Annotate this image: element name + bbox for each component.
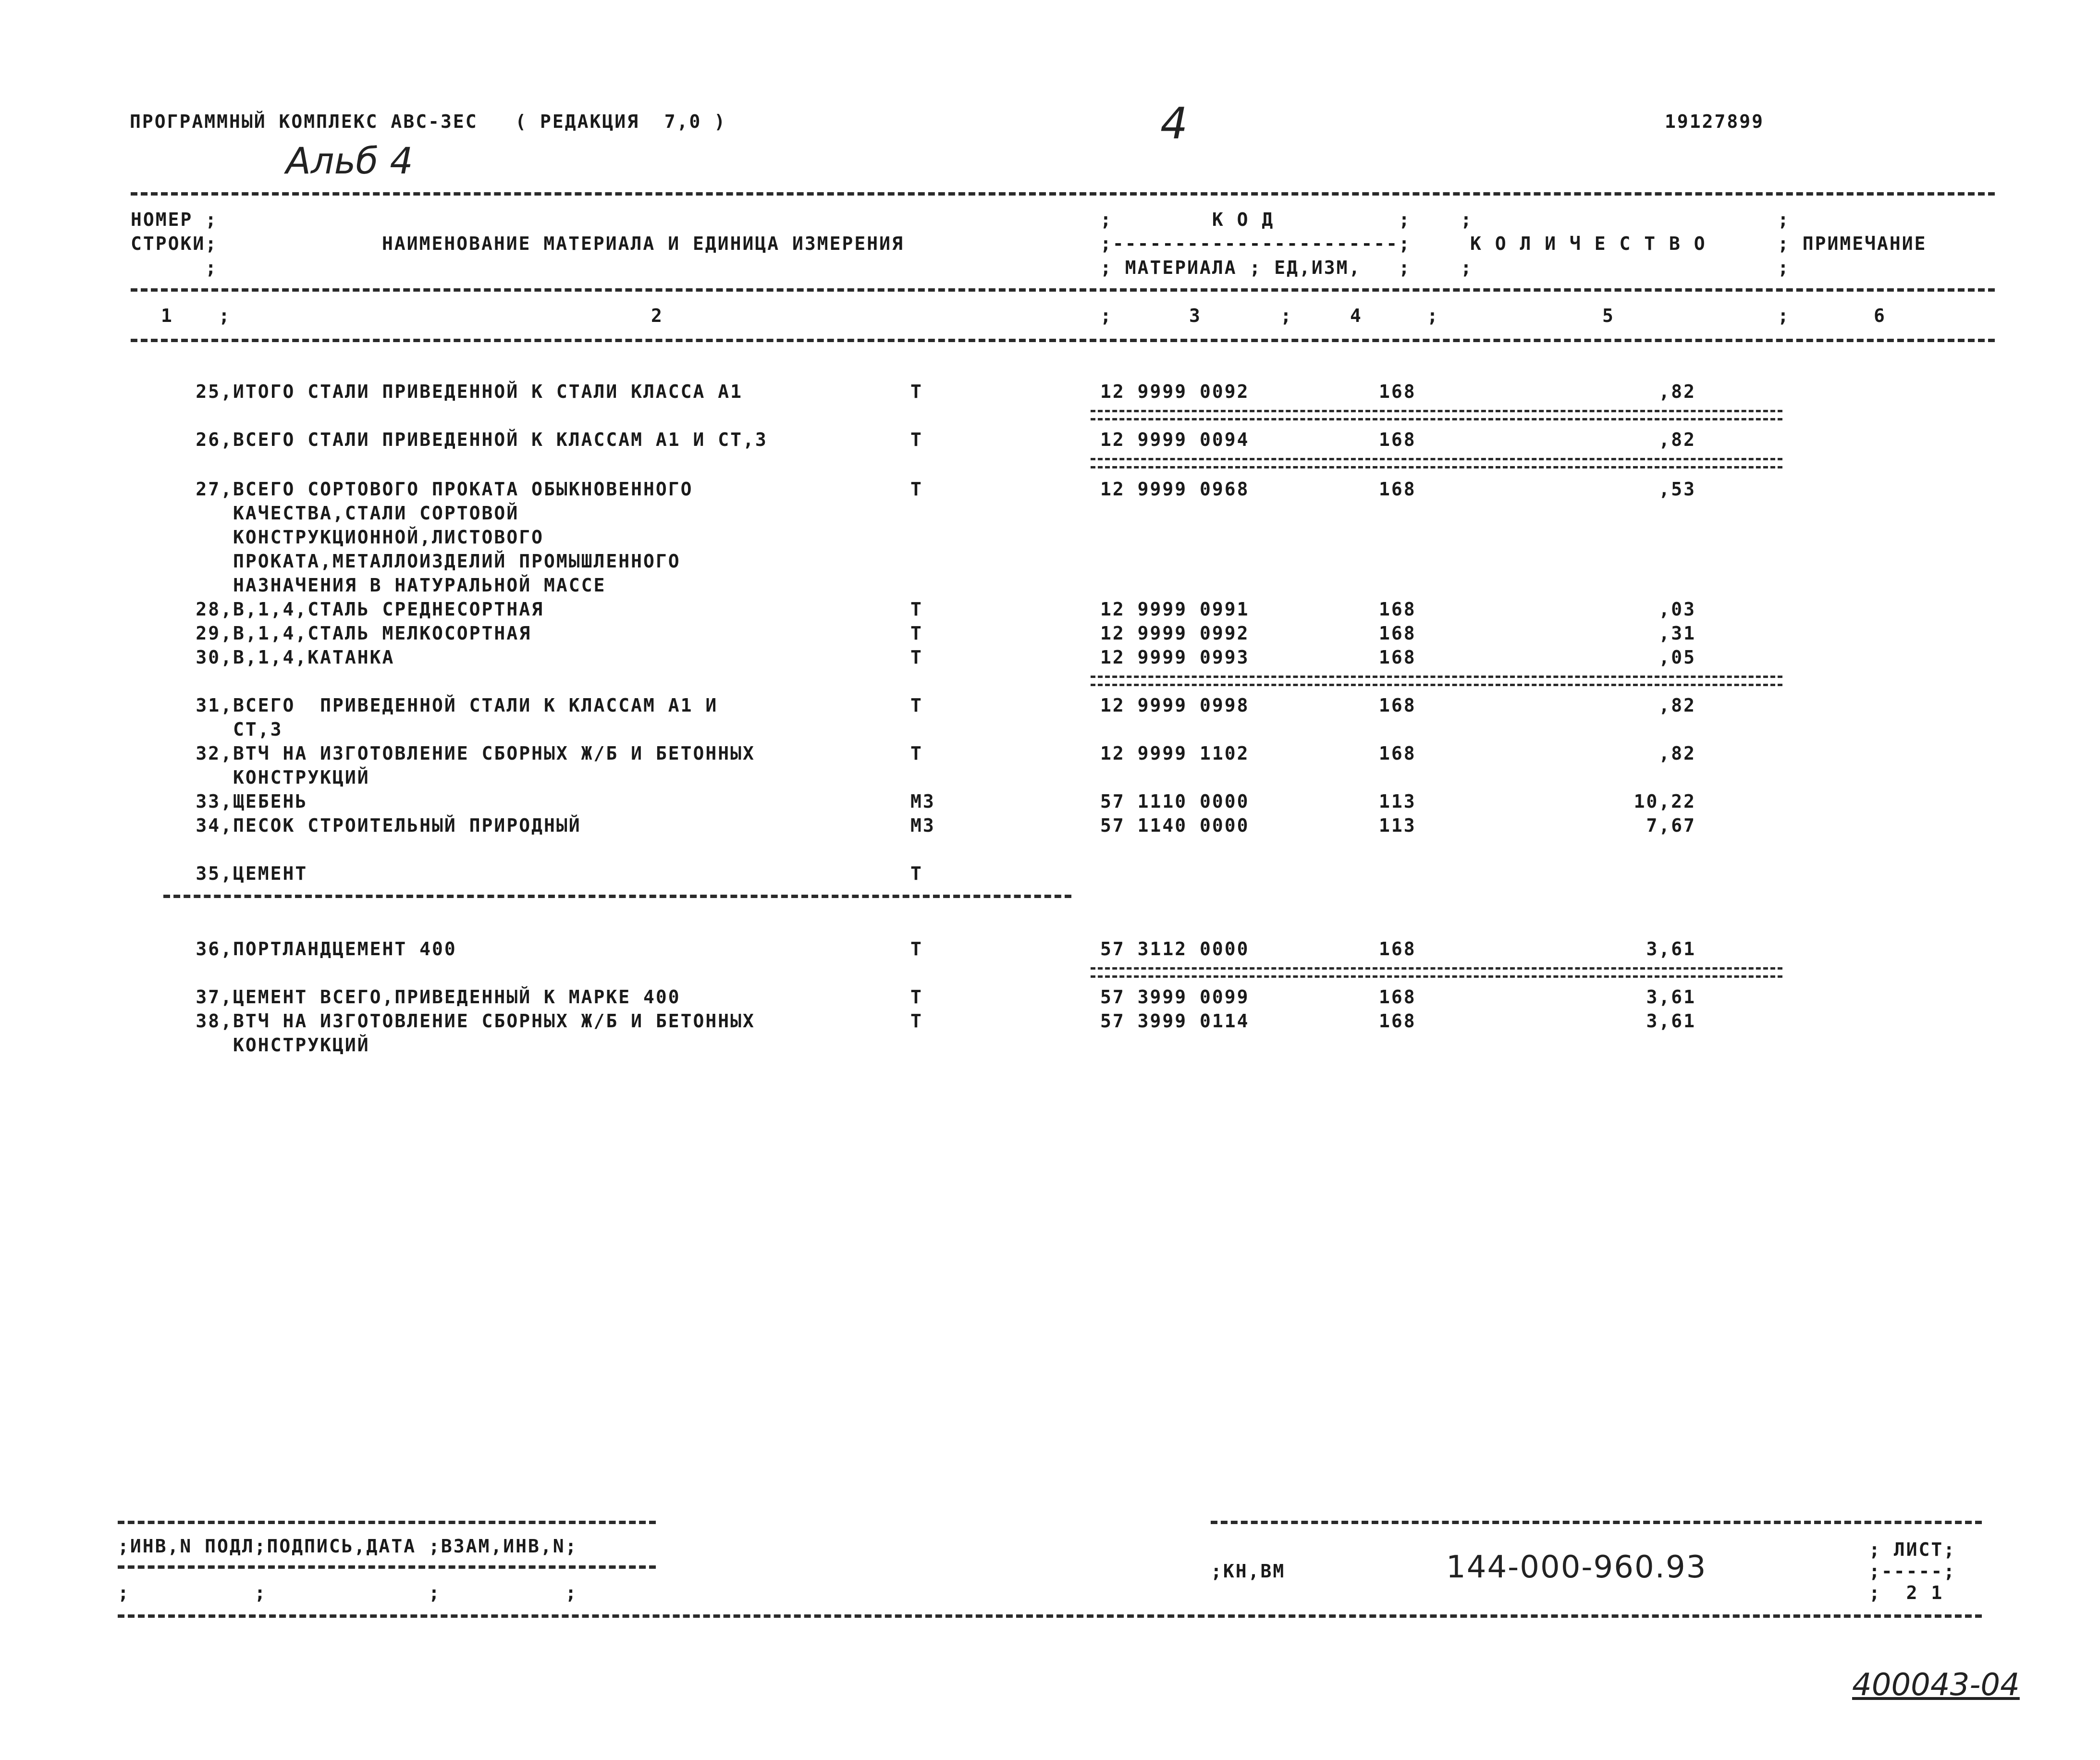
stamp-sheet-sep: ;-----; (1869, 1561, 1956, 1582)
row-number: 30, (196, 647, 233, 668)
row-unit: Т (910, 599, 923, 620)
row-unit-code: 168 (1379, 479, 1416, 500)
row-name: ВСЕГО СОРТОВОГО ПРОКАТА ОБЫКНОВЕННОГО (233, 479, 693, 500)
stamp-bottom-rule (118, 1614, 1982, 1618)
row-unit: Т (910, 623, 923, 644)
row-unit: М3 (910, 791, 935, 812)
row-unit-code: 168 (1379, 599, 1416, 620)
colnum-sep-2: ; (1100, 305, 1113, 326)
colnum-6: 6 (1874, 305, 1886, 326)
row-name: ЩЕБЕНЬ (233, 791, 308, 812)
row-name-cont: КОНСТРУКЦИЙ (233, 1034, 370, 1056)
col-code-header-1: ; К О Д ; (1100, 209, 1411, 230)
row-number: 38, (196, 1010, 233, 1032)
row-unit-code: 168 (1379, 647, 1416, 668)
total-rule (1091, 458, 1782, 468)
stamp-kn-label: ;КН,ВМ (1211, 1561, 1286, 1582)
row-quantity: ,82 (1658, 743, 1696, 764)
total-rule (1091, 676, 1782, 686)
row-material-code: 12 9999 0992 (1100, 623, 1250, 644)
row-number: 29, (196, 623, 233, 644)
row-material-code: 57 3999 0099 (1100, 986, 1250, 1008)
row-unit: Т (910, 1010, 923, 1032)
row-material-code: 57 3112 0000 (1100, 938, 1250, 960)
row-number: 36, (196, 938, 233, 960)
row-name-cont: КОНСТРУКЦИОННОЙ,ЛИСТОВОГО (233, 527, 544, 548)
stamp-left-top-rule (118, 1521, 656, 1524)
row-quantity: 3,61 (1646, 1010, 1696, 1032)
document-code: 19127899 (1665, 111, 1765, 132)
col-code-header-3: ; МАТЕРИАЛА ; ЕД,ИЗМ, ; (1100, 257, 1411, 278)
colnum-sep-1: ; (219, 305, 231, 326)
col-note-sep-1: ; (1778, 209, 1790, 230)
row-number: 25, (196, 381, 233, 402)
col-note-header: ; ПРИМЕЧАНИЕ (1778, 233, 1927, 254)
row-name: В,1,4,СТАЛЬ МЕЛКОСОРТНАЯ (233, 623, 532, 644)
row-unit-code: 168 (1379, 429, 1416, 450)
stamp-left-mid-rule (118, 1565, 656, 1569)
colnum-sep-3: ; (1280, 305, 1293, 326)
row-unit: М3 (910, 815, 935, 836)
row-name: В,1,4,СТАЛЬ СРЕДНЕСОРТНАЯ (233, 599, 544, 620)
row-quantity: ,82 (1658, 381, 1696, 402)
col-qty-sep-3: ; (1461, 257, 1473, 278)
page-number: 4 (1160, 98, 1188, 149)
row-quantity: 10,22 (1633, 791, 1696, 812)
row-material-code: 57 1110 0000 (1100, 791, 1250, 812)
colnum-4: 4 (1350, 305, 1363, 326)
row-unit-code: 168 (1379, 743, 1416, 764)
footer-archive-code: 400043-04 (1852, 1667, 2020, 1703)
row-name-cont: КАЧЕСТВА,СТАЛИ СОРТОВОЙ (233, 503, 519, 524)
stamp-doc-number: 144-000-960.93 (1446, 1550, 1707, 1585)
row-name: ПЕСОК СТРОИТЕЛЬНЫЙ ПРИРОДНЫЙ (233, 815, 581, 836)
row-quantity: ,05 (1658, 647, 1696, 668)
row-material-code: 12 9999 0092 (1100, 381, 1250, 402)
col-row-num-header-3: ; (131, 257, 218, 278)
row-quantity: ,82 (1658, 429, 1696, 450)
row-unit-code: 168 (1379, 938, 1416, 960)
row-material-code: 12 9999 0998 (1100, 695, 1250, 716)
colnum-3: 3 (1189, 305, 1202, 326)
row-number: 33, (196, 791, 233, 812)
row-quantity: 3,61 (1646, 938, 1696, 960)
row-number: 28, (196, 599, 233, 620)
row-unit: Т (910, 695, 923, 716)
row-material-code: 12 9999 0991 (1100, 599, 1250, 620)
col-note-sep-3: ; (1778, 257, 1790, 278)
row-name-cont: КОНСТРУКЦИЙ (233, 767, 370, 788)
row-unit: Т (910, 986, 923, 1008)
row-quantity: 7,67 (1646, 815, 1696, 836)
row-quantity: ,82 (1658, 695, 1696, 716)
row-number: 31, (196, 695, 233, 716)
stamp-sheet-value: ; 2 1 (1869, 1582, 1944, 1603)
row-material-code: 12 9999 0094 (1100, 429, 1250, 450)
col-code-header-2: ;-----------------------; (1100, 233, 1411, 254)
row-unit-code: 113 (1379, 815, 1416, 836)
row-name-cont: НАЗНАЧЕНИЯ В НАТУРАЛЬНОЙ МАССЕ (233, 575, 606, 596)
colnum-5: 5 (1602, 305, 1615, 326)
stamp-left-cells: ; ; ; ; (118, 1582, 578, 1603)
row-quantity: 3,61 (1646, 986, 1696, 1008)
row-name: ИТОГО СТАЛИ ПРИВЕДЕННОЙ К СТАЛИ КЛАССА А1 (233, 381, 743, 402)
program-title: ПРОГРАММНЫЙ КОМПЛЕКС АВС-ЗЕС ( РЕДАКЦИЯ 7,0 ) (130, 111, 727, 132)
row-unit: Т (910, 743, 923, 764)
row-unit: Т (910, 647, 923, 668)
row-name: ЦЕМЕНТ ВСЕГО,ПРИВЕДЕННЫЙ К МАРКЕ 400 (233, 986, 681, 1008)
row-number: 35, (196, 863, 233, 884)
col-name-header: НАИМЕНОВАНИЕ МАТЕРИАЛА И ЕДИНИЦА ИЗМЕРЕНИЯ (382, 233, 904, 254)
total-rule (1091, 410, 1782, 420)
row-unit: Т (910, 863, 923, 884)
row-name: ПОРТЛАНДЦЕМЕНТ 400 (233, 938, 457, 960)
total-rule (1091, 967, 1782, 978)
row-unit-code: 168 (1379, 986, 1416, 1008)
row-unit: Т (910, 479, 923, 500)
colnum-sep-5: ; (1778, 305, 1790, 326)
row-quantity: ,31 (1658, 623, 1696, 644)
row-material-code: 12 9999 0993 (1100, 647, 1250, 668)
row-name: ЦЕМЕНТ (233, 863, 308, 884)
row-material-code: 57 1140 0000 (1100, 815, 1250, 836)
row-unit-code: 168 (1379, 695, 1416, 716)
row-unit-code: 113 (1379, 791, 1416, 812)
row-name: ВТЧ НА ИЗГОТОВЛЕНИЕ СБОРНЫХ Ж/Б И БЕТОННЫХ (233, 1010, 755, 1032)
row-quantity: ,53 (1658, 479, 1696, 500)
col-qty-sep-1: ; (1461, 209, 1473, 230)
colnum-2: 2 (651, 305, 663, 326)
row-number: 34, (196, 815, 233, 836)
row-unit: Т (910, 429, 923, 450)
row-material-code: 57 3999 0114 (1100, 1010, 1250, 1032)
handwritten-album-note: Альб 4 (286, 139, 413, 182)
row-number: 26, (196, 429, 233, 450)
header-top-rule (131, 192, 1995, 196)
row-material-code: 12 9999 0968 (1100, 479, 1250, 500)
row-number: 37, (196, 986, 233, 1008)
col-row-num-header-1: НОМЕР ; (131, 209, 218, 230)
stamp-left-header: ;ИНВ,N ПОДЛ;ПОДПИСЬ,ДАТА ;ВЗАМ,ИНВ,N; (118, 1536, 578, 1557)
colnum-1: 1 (161, 305, 173, 326)
header-bottom-rule (131, 339, 1995, 342)
col-row-num-header-2: СТРОКИ; (131, 233, 218, 254)
col-qty-header: К О Л И Ч Е С Т В О (1470, 233, 1707, 254)
row-unit-code: 168 (1379, 623, 1416, 644)
header-mid-rule (131, 288, 1995, 292)
row-unit: Т (910, 938, 923, 960)
row-number: 32, (196, 743, 233, 764)
row-quantity: ,03 (1658, 599, 1696, 620)
row-unit-code: 168 (1379, 381, 1416, 402)
row-name-cont: СТ,3 (233, 719, 283, 740)
row-name: ВСЕГО СТАЛИ ПРИВЕДЕННОЙ К КЛАССАМ А1 И СТ,3 (233, 429, 768, 450)
stamp-right-top-rule (1211, 1521, 1982, 1524)
colnum-sep-4: ; (1427, 305, 1439, 326)
row-name: ВТЧ НА ИЗГОТОВЛЕНИЕ СБОРНЫХ Ж/Б И БЕТОННЫХ (233, 743, 755, 764)
row-material-code: 12 9999 1102 (1100, 743, 1250, 764)
row-name: ВСЕГО ПРИВЕДЕННОЙ СТАЛИ К КЛАССАМ А1 И (233, 695, 718, 716)
row-unit: Т (910, 381, 923, 402)
row-unit-code: 168 (1379, 1010, 1416, 1032)
row-number: 27, (196, 479, 233, 500)
stamp-sheet-label: ; ЛИСТ; (1869, 1539, 1956, 1560)
row-name-cont: ПРОКАТА,МЕТАЛЛОИЗДЕЛИЙ ПРОМЫШЛЕННОГО (233, 551, 681, 572)
section-rule (163, 895, 1071, 898)
row-name: В,1,4,КАТАНКА (233, 647, 395, 668)
